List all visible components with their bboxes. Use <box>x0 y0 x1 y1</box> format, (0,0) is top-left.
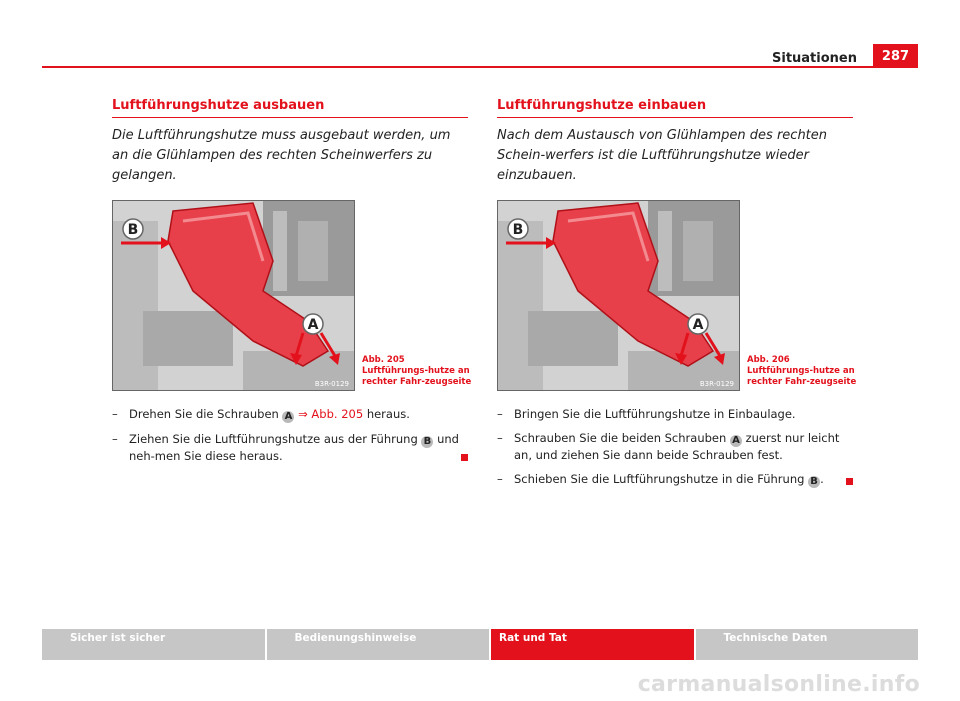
figure-code: B3R-0129 <box>699 380 734 388</box>
callout-a: A <box>282 411 294 423</box>
watermark: carmanualsonline.info <box>637 672 920 697</box>
figure-label-b: B <box>512 222 524 238</box>
figure-label-a: A <box>307 317 319 333</box>
callout-b: B <box>808 476 820 488</box>
tab-bedienungshinweise[interactable]: Bedienungshinweise <box>267 629 490 660</box>
page-number: 287 <box>873 44 918 68</box>
footer-nav <box>42 629 918 660</box>
figure-caption: Abb. 205 Luftführungs-hutze an rechter Fahr-zeugseite <box>362 355 472 387</box>
figure-code: B3R-0129 <box>314 380 349 388</box>
figure-label-a: A <box>692 317 704 333</box>
section-title: Situationen <box>772 51 857 66</box>
list-item: – Schrauben Sie die beiden Schrauben A zuerst nur leicht an, und ziehen Sie dann beide Schrauben fest. <box>497 431 840 462</box>
left-steps <box>112 406 468 464</box>
figure-caption: Abb. 206 Luftführungs-hutze an rechter Fahr-zeugseite <box>747 355 857 387</box>
right-steps <box>497 406 853 488</box>
tab-technische-daten[interactable]: Technische Daten <box>696 629 919 660</box>
engine-bay-illustration <box>497 200 740 391</box>
callout-a: A <box>730 435 742 447</box>
tab-rat-und-tat[interactable]: Rat und Tat <box>491 629 694 660</box>
right-heading: Luftführungshutze einbauen <box>497 98 853 118</box>
list-item: – Bringen Sie die Luftführungshutze in Einbaulage. <box>497 407 796 421</box>
end-marker <box>846 478 853 485</box>
tab-sicher-ist-sicher[interactable]: Sicher ist sicher <box>42 629 265 660</box>
end-marker <box>461 454 468 461</box>
list-item: – Schieben Sie die Luftführungshutze in die Führung B . <box>497 471 853 488</box>
list-item: – Ziehen Sie die Luftführungshutze aus der Führung B und neh-men Sie diese heraus. <box>112 431 468 464</box>
left-column <box>112 98 472 472</box>
list-item: – Drehen Sie die Schrauben A ⇒ Abb. 205 heraus. <box>112 407 410 422</box>
figure-reference-link[interactable]: ⇒ Abb. 205 <box>298 407 364 421</box>
callout-b: B <box>421 436 433 448</box>
engine-bay-illustration <box>112 200 355 391</box>
left-figure <box>112 200 472 390</box>
right-figure <box>497 200 857 390</box>
left-intro: Die Luftführungshutze muss ausgebaut werden, um an die Glühlampen des rechten Scheinwerfers zu gelangen. <box>112 128 451 183</box>
header-rule <box>42 66 918 68</box>
right-column <box>497 98 857 496</box>
right-intro: Nach dem Austausch von Glühlampen des rechten Schein-werfers ist die Luftführungshutze wieder einzubauen. <box>497 128 828 183</box>
left-heading: Luftführungshutze ausbauen <box>112 98 468 118</box>
figure-label-b: B <box>127 222 139 238</box>
